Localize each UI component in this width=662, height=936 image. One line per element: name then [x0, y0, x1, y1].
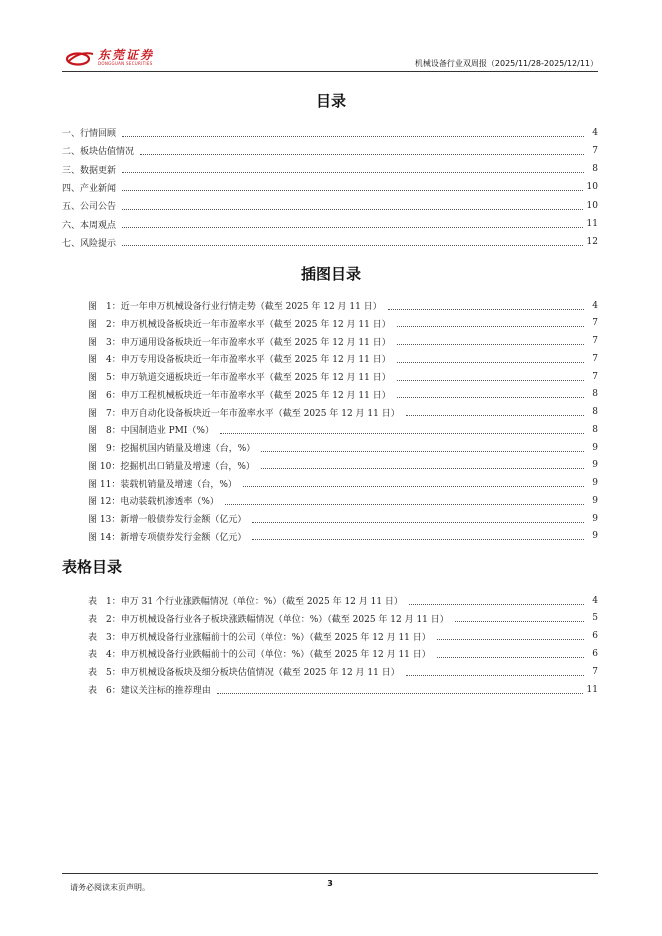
table-entry-title: 申万机械设备行业涨幅前十的公司（单位：%）（截至 2025 年 12 月 11 日） [120, 632, 431, 643]
table-entry-label: 表 5： [88, 668, 121, 679]
figure-entry-page-number: 8 [592, 389, 598, 400]
figure-entry[interactable] [88, 350, 598, 367]
figure-entry-page-number: 9 [592, 478, 598, 488]
figure-entry-label: 图 11： [88, 479, 121, 490]
toc-entry-page-number: 10 [586, 200, 598, 211]
figure-entry[interactable] [88, 492, 598, 509]
table-entry-title: 申万机械设备行业跌幅前十的公司（单位：%）（截至 2025 年 12 月 11 日） [120, 650, 431, 661]
dot-leader [122, 163, 584, 173]
dot-leader [122, 127, 584, 137]
figure-entry[interactable] [88, 368, 598, 385]
figure-entry-page-number: 9 [592, 442, 598, 453]
table-entry[interactable] [88, 645, 598, 662]
figure-entry[interactable] [88, 439, 598, 456]
figure-entry-label: 图 5： [88, 373, 121, 383]
toc-entry-page-number: 8 [592, 164, 598, 175]
figure-entry-page-number: 8 [592, 407, 598, 417]
figure-entry-page-number: 7 [592, 336, 598, 346]
figure-entry-label: 图 1： [88, 302, 121, 312]
toc-entry-page-number: 11 [586, 219, 598, 229]
dot-leader [122, 181, 583, 191]
toc-entry-title: 三、数据更新 [62, 165, 117, 176]
table-entry[interactable] [88, 610, 598, 627]
table-entry-page-number: 6 [592, 631, 598, 642]
table-entry[interactable] [88, 681, 598, 698]
figure-entry[interactable] [88, 421, 598, 438]
footer-divider [62, 873, 598, 874]
toc-entry[interactable] [62, 161, 598, 178]
dot-leader [220, 424, 584, 434]
page-number: 3 [327, 879, 333, 888]
logo-wordmark [98, 49, 154, 66]
figure-entry-title: 申万通用设备板块近一年市盈率水平（截至 2025 年 12 月 11 日） [120, 337, 391, 348]
header-divider [62, 71, 598, 72]
table-entry[interactable] [88, 628, 598, 645]
figure-entry-title: 申万轨道交通板块近一年市盈率水平（截至 2025 年 12 月 11 日） [120, 373, 391, 383]
figure-entry[interactable] [88, 333, 598, 350]
figure-entry-page-number: 7 [592, 318, 598, 329]
toc-entry-title: 六、本周观点 [62, 220, 117, 231]
figure-entry-page-number: 4 [592, 300, 598, 311]
figure-entry-title: 电动装载机渗透率（%） [120, 497, 219, 508]
table-entry-label: 表 3： [88, 632, 121, 643]
figure-entry[interactable] [88, 404, 598, 421]
figure-entry-title: 近一年申万机械设备行业行情走势（截至 2025 年 12 月 11 日） [120, 302, 382, 312]
figure-entry-label: 图 10： [88, 461, 121, 472]
figure-entry[interactable] [88, 528, 598, 545]
dot-leader [455, 612, 584, 622]
dot-leader [388, 300, 584, 310]
figure-entry-label: 图 7： [88, 408, 121, 419]
figure-entry[interactable] [88, 457, 598, 474]
figure-entry-title: 装载机销量及增速（台，%） [120, 479, 237, 490]
figure-entry-label: 图 4： [88, 355, 121, 366]
report-title: 机械设备行业双周报（2025/11/28-2025/12/11） [414, 59, 598, 68]
figure-entry-page-number: 9 [592, 531, 598, 542]
figure-entry-label: 图 9： [88, 444, 121, 454]
table-entry-page-number: 6 [592, 648, 598, 659]
toc-heading: 目录 [315, 92, 346, 110]
dot-leader [397, 335, 584, 345]
toc-entry-page-number: 10 [586, 182, 598, 193]
figure-entry-label: 图 3： [88, 337, 121, 348]
toc-entry-title: 二、板块估值情况 [62, 147, 135, 158]
figure-entry-label: 图 14： [88, 532, 121, 543]
logo-cn-text: 东莞证券 [98, 48, 155, 62]
toc-entry[interactable] [62, 179, 598, 196]
dot-leader [261, 442, 584, 452]
dot-leader [437, 648, 584, 658]
toc-entry[interactable] [62, 142, 598, 159]
table-entry-page-number: 4 [592, 595, 598, 606]
toc-entry-page-number: 7 [592, 145, 598, 156]
table-entry-title: 建议关注标的推荐理由 [120, 686, 211, 696]
table-entry-label: 表 1： [88, 597, 121, 607]
toc-entry-title: 一、行情回顾 [62, 129, 117, 139]
dot-leader [406, 406, 584, 416]
table-entry-label: 表 2： [88, 614, 121, 625]
figure-entry-title: 申万专用设备板块近一年市盈率水平（截至 2025 年 12 月 11 日） [120, 355, 391, 366]
figure-entry-title: 挖掘机国内销量及增速（台，%） [120, 444, 256, 454]
figure-entry-label: 图 13： [88, 515, 121, 525]
dot-leader [217, 684, 583, 694]
toc-entry[interactable] [62, 234, 598, 251]
logo-swoosh-icon [66, 50, 94, 66]
table-entry-title: 申万机械设备行业各子板块涨跌幅情况（单位：%）（截至 2025 年 12 月 11 日） [120, 614, 449, 625]
figure-entry-page-number: 7 [592, 353, 598, 364]
figure-entry-title: 申万机械设备板块近一年市盈率水平（截至 2025 年 12 月 11 日） [120, 319, 391, 330]
dot-leader [252, 513, 584, 523]
dot-leader [409, 595, 584, 605]
dot-leader [261, 459, 584, 469]
dot-leader [140, 145, 584, 155]
toc-entry-title: 五、公司公告 [62, 202, 117, 213]
toc-entry[interactable] [62, 124, 598, 141]
figure-entry[interactable] [88, 475, 598, 492]
logo-en-text: DONGGUAN SECURITIES [98, 61, 153, 66]
figure-entry-title: 新增专项债券发行金额（亿元） [120, 532, 247, 543]
toc-entry-page-number: 12 [586, 237, 598, 248]
figure-entry-label: 图 2： [88, 319, 121, 330]
figure-entry-title: 中国制造业 PMI（%） [120, 426, 214, 437]
figure-entry-title: 挖掘机出口销量及增速（台，%） [120, 461, 255, 472]
tables-heading: 表格目录 [62, 558, 123, 576]
dot-leader [252, 530, 584, 540]
table-entry-title: 申万 31 个行业涨跌幅情况（单位：%）（截至 2025 年 12 月 11 日） [120, 597, 403, 607]
dot-leader [122, 200, 583, 210]
table-entry-label: 表 6： [88, 686, 121, 696]
figure-entry[interactable] [88, 386, 598, 403]
disclaimer-note: 请务必阅读末页声明。 [70, 883, 150, 892]
dot-leader [243, 477, 584, 487]
page-footer [62, 873, 598, 903]
toc-entry-title: 四、产业新闻 [62, 183, 117, 194]
figure-entry-label: 图 8： [88, 426, 121, 437]
figure-entry-label: 图 12： [88, 497, 121, 508]
dot-leader [122, 218, 583, 228]
dot-leader [397, 317, 584, 327]
dot-leader [437, 630, 584, 640]
table-entry-page-number: 11 [586, 684, 598, 695]
dot-leader [406, 666, 584, 676]
figure-entry-page-number: 9 [592, 513, 598, 524]
figure-entry[interactable] [88, 315, 598, 332]
figure-entry[interactable] [88, 297, 598, 314]
table-entry-page-number: 5 [592, 613, 598, 624]
figure-entry-page-number: 7 [592, 371, 598, 382]
toc-entry-title: 七、风险提示 [62, 238, 117, 249]
table-entry[interactable] [88, 663, 598, 680]
toc-entry-page-number: 4 [592, 127, 598, 138]
dot-leader [225, 495, 584, 505]
dot-leader [397, 388, 584, 398]
dot-leader [122, 236, 583, 246]
page-header [62, 46, 598, 72]
figure-entry-page-number: 9 [592, 460, 598, 471]
company-logo [66, 49, 154, 66]
dot-leader [397, 353, 584, 363]
table-entry-title: 申万机械设备板块及细分板块估值情况（截至 2025 年 12 月 11 日） [120, 668, 400, 679]
table-entry-label: 表 4： [88, 650, 121, 661]
dot-leader [397, 371, 584, 381]
figure-entry[interactable] [88, 510, 598, 527]
table-entry-page-number: 7 [592, 666, 598, 677]
figure-entry-label: 图 6： [88, 390, 121, 401]
figure-entry-page-number: 8 [592, 424, 598, 435]
table-entry[interactable] [88, 592, 598, 609]
toc-entry[interactable] [62, 216, 598, 233]
figure-entry-title: 申万自动化设备板块近一年市盈率水平（截至 2025 年 12 月 11 日） [120, 408, 400, 419]
figure-entry-title: 新增一般债券发行金额（亿元） [120, 515, 247, 525]
figures-heading: 插图目录 [300, 265, 361, 283]
figure-entry-title: 申万工程机械板块近一年市盈率水平（截至 2025 年 12 月 11 日） [120, 390, 391, 401]
toc-entry[interactable] [62, 197, 598, 214]
figure-entry-page-number: 9 [592, 495, 598, 506]
